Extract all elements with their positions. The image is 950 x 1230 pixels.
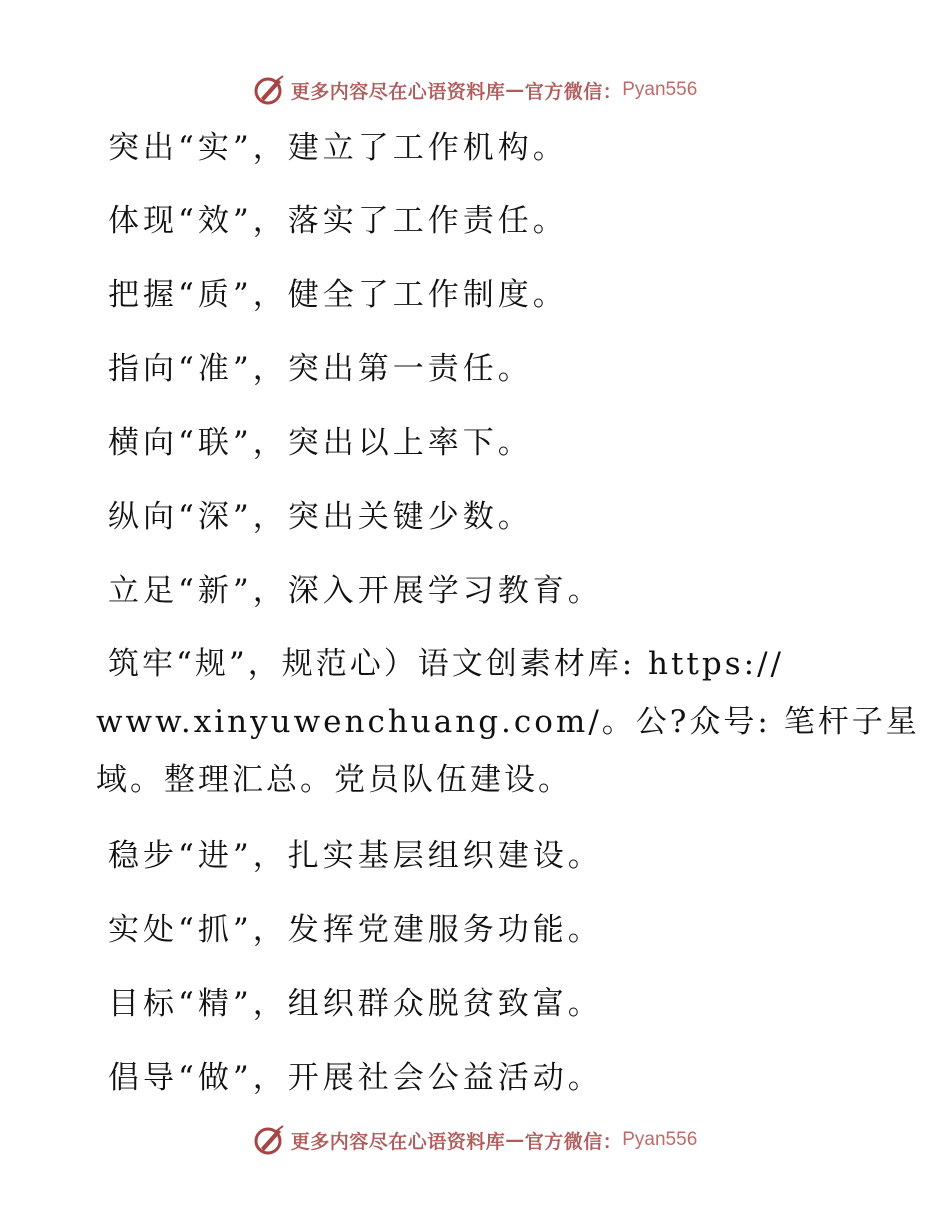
text-line: 立足“新”，深入开展学习教育。 (108, 573, 603, 609)
paragraph-line: 域。整理汇总。党员队伍建设。 (96, 762, 572, 798)
header-watermark-banner (0, 70, 950, 110)
banner-title: 更多内容尽在心语资料库 (290, 80, 506, 103)
quill-logo-icon (253, 74, 285, 106)
banner-dash: — (505, 1129, 525, 1151)
text-line: 体现“效”，落实了工作责任。 (108, 203, 568, 239)
banner-wechat-label: 官方微信： (524, 1130, 623, 1153)
banner-wechat-id: Pyan556 (622, 79, 698, 100)
paragraph-line: 筑牢“规”，规范心）语文创素材库: https:// (108, 646, 784, 682)
text-line: 指向“准”，突出第一责任。 (108, 351, 533, 387)
footer-watermark-banner (0, 1120, 950, 1160)
text-line: 把握“质”，健全了工作制度。 (108, 277, 568, 313)
text-line: 横向“联”，突出以上率下。 (108, 425, 533, 461)
text-line: 稳步“进”，扎实基层组织建设。 (108, 838, 603, 874)
text-line: 目标“精”，组织群众脱贫致富。 (108, 986, 603, 1022)
paragraph-line: www.xinyuwenchuang.com/。公?众号: 笔杆子星 (96, 704, 920, 740)
text-line: 突出“实”，建立了工作机构。 (108, 130, 568, 166)
banner-wechat-id: Pyan556 (622, 1129, 698, 1150)
banner-dash: — (505, 79, 525, 101)
text-line: 实处“抓”，发挥党建服务功能。 (108, 912, 603, 948)
text-line: 纵向“深”，突出关键少数。 (108, 499, 533, 535)
banner-title: 更多内容尽在心语资料库 (290, 1130, 506, 1153)
banner-wechat-label: 官方微信： (524, 80, 623, 103)
wrapped-paragraph (96, 635, 920, 809)
quill-logo-icon (253, 1124, 285, 1156)
text-line: 倡导“做”，开展社会公益活动。 (108, 1060, 603, 1096)
